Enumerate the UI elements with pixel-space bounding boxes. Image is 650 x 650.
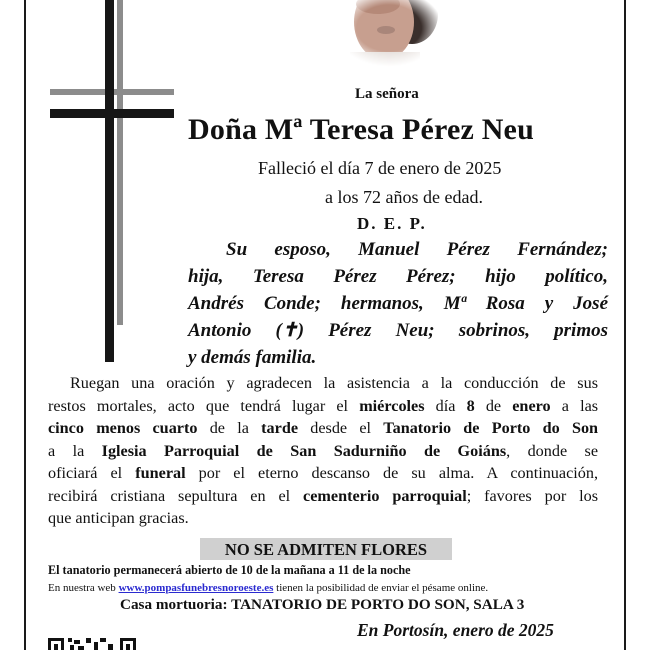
announcement-line xyxy=(48,462,598,485)
website-link[interactable]: www.pompasfunebresnoroeste.es xyxy=(118,582,274,594)
rip-line: D. E. P. xyxy=(357,214,427,233)
text: oficiará el xyxy=(48,464,123,482)
text: recibirá cristiana sepultura en el xyxy=(48,486,291,505)
month-name: enero xyxy=(512,396,551,415)
family-line: Su esposo, Manuel Pérez Fernández; xyxy=(226,239,608,260)
funeral-text: funeral xyxy=(135,464,186,482)
cross-black-horizontal xyxy=(50,109,174,118)
text: a la xyxy=(48,441,85,460)
family-list xyxy=(188,236,608,371)
text: En nuestra web xyxy=(48,582,116,594)
web-notice xyxy=(48,582,488,594)
day-name: miércoles xyxy=(359,396,425,415)
text: restos mortales, acto que tendrá lugar el xyxy=(48,396,349,415)
no-flowers-notice: NO SE ADMITEN FLORES xyxy=(200,538,452,560)
time-text: cinco menos cuarto xyxy=(48,419,198,437)
announcement-line xyxy=(48,485,598,508)
mortuary-line: Casa mortuoria: TANATORIO DE PORTO DO SON, SALA 3 xyxy=(120,596,525,613)
text: que anticipan gracias. xyxy=(48,509,189,527)
qr-code-icon xyxy=(48,636,138,650)
text: ; favores por los xyxy=(466,486,598,505)
place-date-line: En Portosín, enero de 2025 xyxy=(357,620,554,640)
text: Ruegan una oración y agradecen la asistencia a la conducción de sus xyxy=(70,374,598,392)
family-line: y demás familia. xyxy=(188,347,317,368)
cross-gray-vertical xyxy=(117,0,123,325)
family-line: hija, Teresa Pérez Pérez; hijo político, xyxy=(188,266,608,287)
title-line: La señora xyxy=(355,86,419,102)
text: de la xyxy=(209,419,249,437)
announcement-line xyxy=(48,507,598,530)
period-text: tarde xyxy=(261,419,299,437)
deceased-name: Doña Mª Teresa Pérez Neu xyxy=(188,113,534,146)
right-border-line xyxy=(624,0,626,650)
family-line: Antonio (✝) Pérez Neu; sobrinos, primos xyxy=(188,320,608,341)
hours-notice: El tanatorio permanecerá abierto de 10 de la mañana a 11 de la noche xyxy=(48,563,411,577)
death-date-line: Falleció el día 7 de enero de 2025 xyxy=(258,158,502,178)
text: desde el xyxy=(310,419,372,437)
text: a las xyxy=(561,396,599,415)
church-name: Iglesia Parroquial de San Sadurniño de Goiáns xyxy=(101,441,507,460)
family-line: Andrés Conde; hermanos, Mª Rosa y José xyxy=(188,293,608,314)
deceased-photo xyxy=(340,0,438,70)
day-number: 8 xyxy=(466,396,475,415)
text: día xyxy=(435,396,456,415)
text: de xyxy=(485,396,502,415)
text: , donde se xyxy=(506,441,599,460)
text: tienen la posibilidad de enviar el pésame online. xyxy=(276,582,489,594)
cemetery-text: cementerio parroquial xyxy=(303,486,467,505)
place-text: Tanatorio de Porto do Son xyxy=(383,419,599,437)
announcement-line xyxy=(48,417,598,440)
announcement-line xyxy=(48,395,598,418)
age-line: a los 72 años de edad. xyxy=(325,187,483,207)
announcement-line xyxy=(48,372,598,395)
cross-black-vertical xyxy=(105,0,114,362)
left-border-line xyxy=(24,0,26,650)
announcement-line xyxy=(48,440,598,463)
announcement-paragraph xyxy=(48,372,598,530)
text: por el eterno descanso de su alma. A continuación, xyxy=(198,464,598,482)
portrait-image xyxy=(340,0,438,70)
